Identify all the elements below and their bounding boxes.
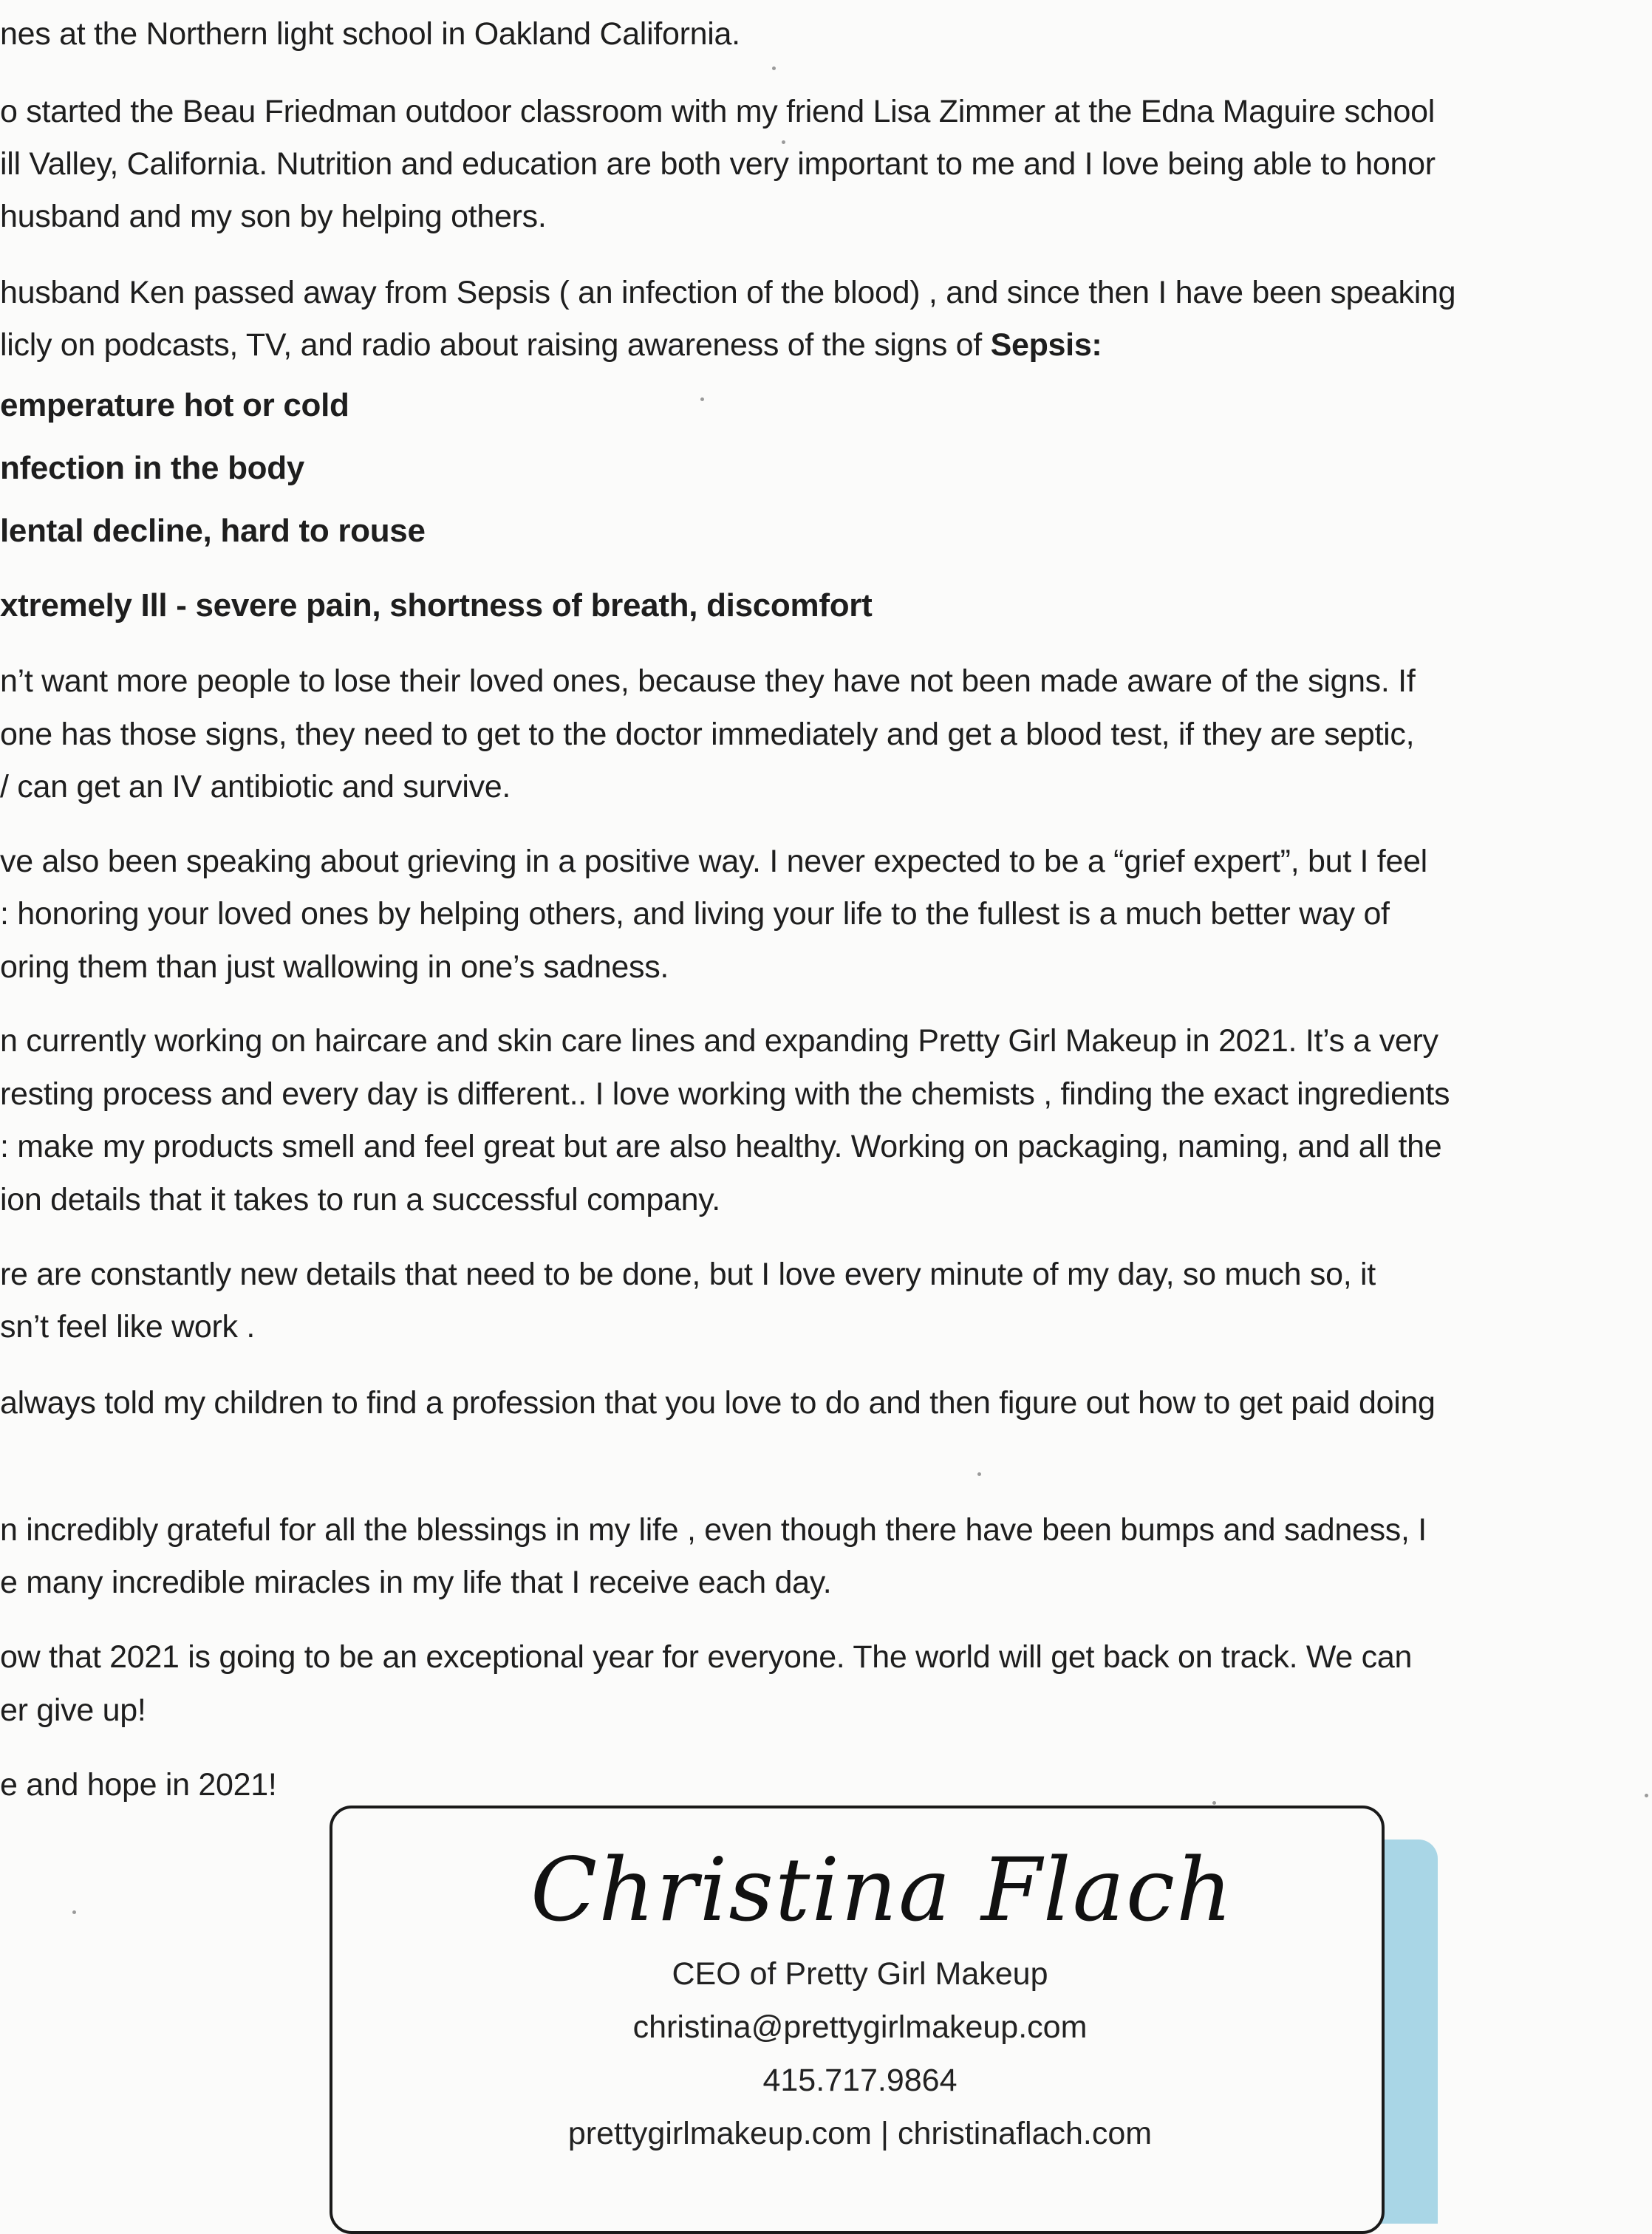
scan-speck — [977, 1472, 981, 1476]
body-text-line: n’t want more people to lose their loved ones, because they have not been made aware of the signs. If — [0, 663, 1416, 699]
body-text-line — [0, 318, 1102, 372]
body-text-line: / can get an IV antibiotic and survive. — [0, 769, 511, 805]
body-text-line: husband and my son by helping others. — [0, 199, 547, 234]
signature: Christina Flach — [530, 1839, 1235, 1941]
body-text-line: ion details that it takes to run a successful company. — [0, 1182, 720, 1217]
sepsis-heading: Sepsis: — [990, 327, 1102, 363]
body-text-line: nes at the Northern light school in Oakland California. — [0, 16, 740, 52]
scan-speck — [72, 1910, 76, 1914]
body-text-line: ve also been speaking about grieving in a positive way. I never expected to be a “grief expert”, but I feel — [0, 844, 1427, 879]
body-text-line: re are constantly new details that need to be done, but I love every minute of my day, so much so, it — [0, 1257, 1376, 1292]
body-text-line: : honoring your loved ones by helping others, and living your life to the fullest is a much better way of — [0, 896, 1390, 932]
body-text-line: oring them than just wallowing in one’s sadness. — [0, 949, 669, 985]
scan-speck — [772, 66, 776, 70]
card-phone: 415.717.9864 — [762, 2063, 958, 2098]
scan-speck — [1645, 1794, 1648, 1797]
symptom-list-item: lental decline, hard to rouse — [0, 513, 426, 549]
symptom-list-item: emperature hot or cold — [0, 387, 349, 423]
scan-speck — [1212, 1801, 1216, 1805]
body-text-line: o started the Beau Friedman outdoor classroom with my friend Lisa Zimmer at the Edna Maguire school — [0, 94, 1436, 129]
body-text-line: ill Valley, California. Nutrition and education are both very important to me and I love being able to honor — [0, 146, 1436, 182]
sepsis-intro-text: licly on podcasts, TV, and radio about raising awareness of the signs of — [0, 327, 991, 363]
body-text-line: e many incredible miracles in my life that I receive each day. — [0, 1565, 832, 1600]
body-text-line: resting process and every day is different.. I love working with the chemists , finding the exact ingredients — [0, 1076, 1450, 1112]
symptom-list-item: nfection in the body — [0, 450, 304, 486]
card-email: christina@prettygirlmakeup.com — [632, 2009, 1088, 2045]
body-text-line: one has those signs, they need to get to the doctor immediately and get a blood test, if they are septic, — [0, 717, 1415, 752]
card-role: CEO of Pretty Girl Makeup — [672, 1956, 1048, 1992]
scan-speck — [782, 140, 785, 144]
body-text-line: er give up! — [0, 1692, 146, 1728]
body-text-line: : make my products smell and feel great but are also healthy. Working on packaging, naming, and all the — [0, 1129, 1442, 1164]
body-text-line: ow that 2021 is going to be an exceptional year for everyone. The world will get back on track. We can — [0, 1639, 1413, 1675]
scan-speck — [700, 397, 704, 401]
body-text-line: n currently working on haircare and skin care lines and expanding Pretty Girl Makeup in 2021. It’s a very — [0, 1023, 1438, 1059]
symptom-list-item: xtremely Ill - severe pain, shortness of breath, discomfort — [0, 587, 873, 624]
body-text-line: n incredibly grateful for all the blessings in my life , even though there have been bumps and sadness, I — [0, 1512, 1427, 1548]
card-websites: prettygirlmakeup.com | christinaflach.com — [567, 2116, 1153, 2151]
body-text-line: e and hope in 2021! — [0, 1767, 277, 1803]
body-text-line: sn’t feel like work . — [0, 1309, 255, 1345]
body-text-line: always told my children to find a profession that you love to do and then figure out how to get paid doing — [0, 1385, 1436, 1421]
business-card — [330, 1806, 1385, 2234]
body-text-line: husband Ken passed away from Sepsis ( an infection of the blood) , and since then I have been speaking — [0, 275, 1456, 310]
